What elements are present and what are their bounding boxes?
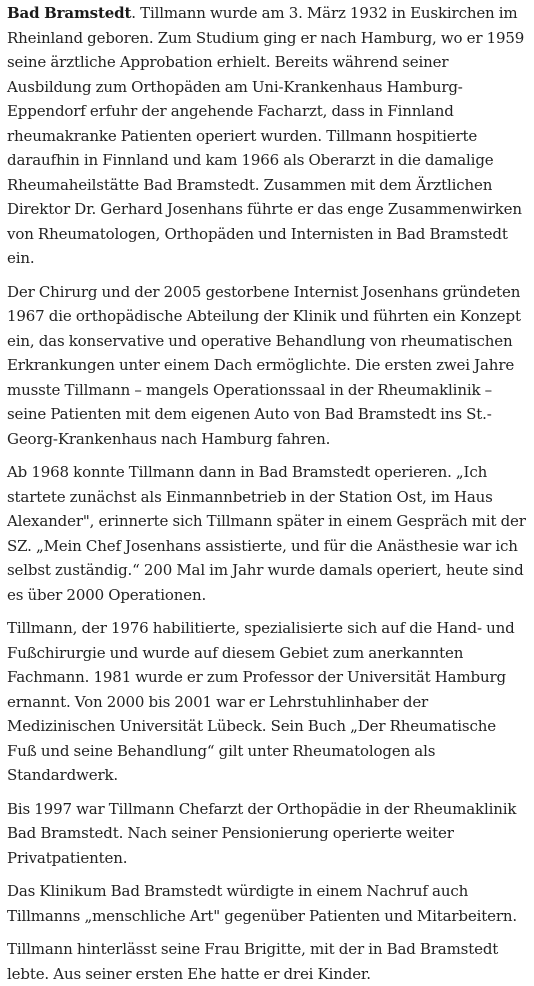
paragraph-7: Tillmann hinterlässt seine Frau Brigitte, mit der in Bad Bramstedt lebte. Aus seiner ersten Ehe hatte er drei Kinder.: [7, 940, 499, 983]
paragraph-4: Tillmann, der 1976 habilitierte, spezialisierte sich auf die Hand- und Fußchirurgie und wurde auf diesem Gebiet zum anerkannten Fachmann. 1981 wurde er zum Professor der Universität Hamburg ernannt. Von 2000 bis 2001 war er Lehrstuhlinhaber der Medizinischen Universität Lübeck. Sein Buch „Der Rheumatische Fuß und seine Behandlung“ gilt unter Rheumatologen als Standardwerk.: [7, 619, 515, 784]
paragraph-5: Bis 1997 war Tillmann Chefarzt der Orthopädie in der Rheumaklinik Bad Bramstedt. Nach seiner Pensionierung operierte weiter Privatpatienten.: [7, 799, 517, 867]
dateline: Bad Bramstedt: [7, 4, 132, 22]
paragraph-1: [7, 1, 529, 271]
article-body: [7, 1, 529, 986]
paragraph-3: Ab 1968 konnte Tillmann dann in Bad Bramstedt operieren. „Ich startete zunächst als Einmannbetrieb in der Station Ost, im Haus Alexander", erinnerte sich Tillmann später in einem Gespräch mit der SZ. „Mein Chef Josenhans assistierte, und für die Anästhesie war ich selbst zuständig.“ 200 Mal im Jahr wurde damals operiert, heute sind es über 2000 Operationen.: [7, 463, 526, 604]
paragraph-1-text: . Tillmann wurde am 3. März 1932 in Euskirchen im Rheinland geboren. Zum Studium ging er nach Hamburg, wo er 1959 seine ärztliche Approbation erhielt. Bereits während seiner Ausbildung zum Orthopäden am Uni-Krankenhaus Hamburg-Eppendorf erfuhr der angehende Facharzt, dass in Finnland rheumakranke Patienten operiert wurden. Tillmann hospitierte daraufhin in Finnland und kam 1966 als Oberarzt in die damalige Rheumaheilstätte Bad Bramstedt. Zusammen mit dem Ärztlichen Direktor Dr. Gerhard Josenhans führte er das enge Zusammenwirken von Rheumatologen, Orthopäden und Internisten in Bad Bramstedt ein.: [7, 4, 525, 267]
paragraph-2: Der Chirurg und der 2005 gestorbene Internist Josenhans gründeten 1967 die orthopädische Abteilung der Klinik und führten ein Konzept ein, das konservative und operative Behandlung von rheumatischen Erkrankungen unter einem Dach ermöglichte. Die ersten zwei Jahre musste Tillmann – mangels Operationssaal in der Rheumaklinik – seine Patienten mit dem eigenen Auto von Bad Bramstedt ins St.-Georg-Krankenhaus nach Hamburg fahren.: [7, 282, 521, 448]
paragraph-6: Das Klinikum Bad Bramstedt würdigte in einem Nachruf auch Tillmanns „menschliche Art" gegenüber Patienten und Mitarbeitern.: [7, 882, 518, 925]
